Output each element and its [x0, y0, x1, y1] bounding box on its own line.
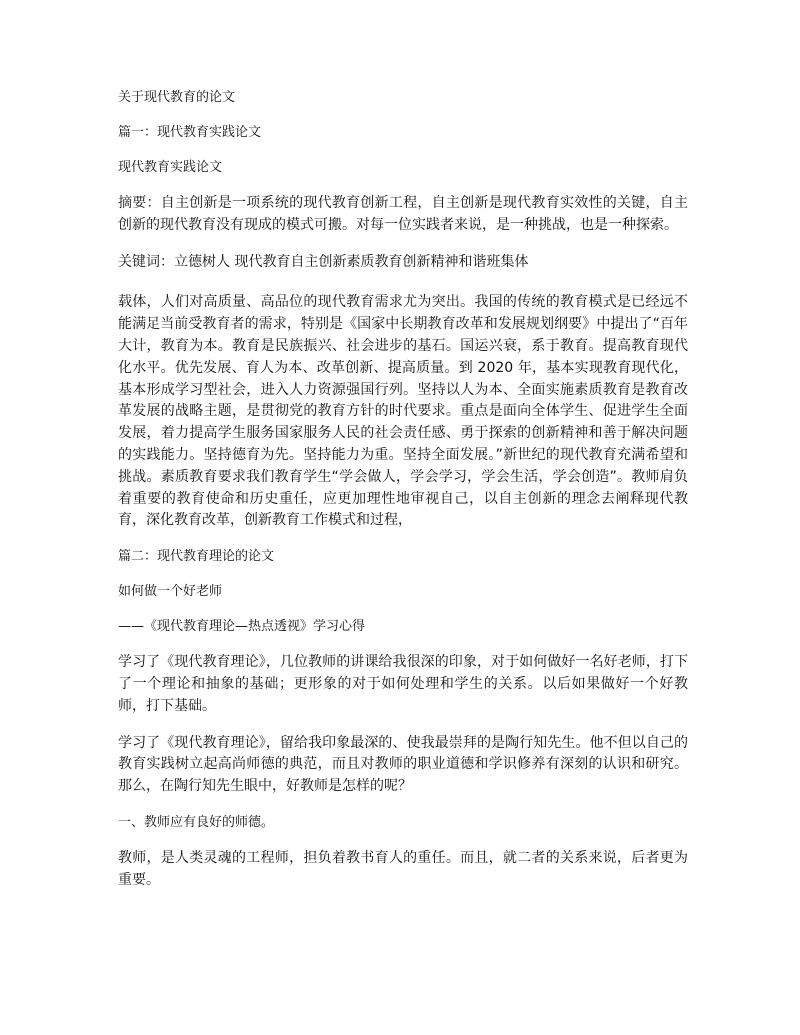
section-1-heading: 篇一：现代教育实践论文 — [118, 125, 262, 140]
section-2-subtitle: 如何做一个好老师 — [118, 584, 223, 600]
section-2-point-1: 一、教师应有良好的师德。 — [118, 814, 275, 830]
keywords-line: 关键词：立德树人 现代教育自主创新素质教育创新精神和谐班集体 — [118, 253, 529, 270]
section-2-note: ——《现代教育理论—热点透视》学习心得 — [118, 619, 366, 635]
section-2-paragraph-1: 学习了《现代教育理论》，几位教师的讲课给我很深的印象，对于如何做好一名好老师，打下了一个理论和抽象的基础；更形象的对于如何处理和学生的关系。以后如果做好一个好教师，打下基础。 — [118, 654, 688, 714]
document-title: 关于现代教育的论文 — [118, 90, 236, 105]
section-2-heading: 篇二：现代教育理论的论文 — [118, 549, 275, 565]
section-2-paragraph-2: 学习了《现代教育理论》，留给我印象最深的、使我最崇拜的是陶行知先生。他不但以自己的教育实践树立起高尚师德的典范，而且对教师的职业道德和学识修养有深刻的认识和研究。那么，在陶行知先生眼中，好教师是怎样的呢？ — [118, 734, 688, 795]
section-1-body: 载体，人们对高质量、高品位的现代教育需求尤为突出。我国的传统的教育模式是已经远不能满足当前受教育者的需求，特别是《国家中长期教育改革和发展规划纲要》中提出了“百年大计，教育为本。教育是民族振兴、社会进步的基石。国运兴衰，系于教育。提高教育现代化水平。优先发展、育人为本、改革创新、提高质量。到 2020 年，基本实现教育现代化，基本形成学习型社会，进入人力资源强国行列。坚持以人为本、全面实施素质教育是教育改革发展的战略主题，是贯彻党的教育方针的时代要求。重点是面向全体学生、促进学生全面发展，着力提高学生服务国家服务人民的社会责任感、勇于探索的创新精神和善于解决问题的实践能力。坚持德育为先。坚持能力为重。坚持全面发展。”新世纪的现代教育充满希望和挑战。素质教育要求我们教育学生“学会做人，学会学习，学会生活，学会创造”。教师肩负着重要的教育使命和历史重任，应更加理性地审视自己，以自主创新的理念去阐释现代教育，深化教育改革，创新教育工作模式和过程， — [118, 294, 688, 529]
document-page — [118, 88, 688, 892]
abstract-paragraph: 摘要：自主创新是一项系统的现代教育创新工程，自主创新是现代教育实效性的关键，自主创新的现代教育没有现成的模式可搬。对每一位实践者来说，是一种挑战，也是一种探索。 — [118, 195, 688, 233]
section-1-subtitle: 现代教育实践论文 — [118, 160, 223, 175]
section-2-paragraph-3: 教师，是人类灵魂的工程师，担负着教书育人的重任。而且，就二者的关系来说，后者更为重要。 — [118, 849, 688, 888]
